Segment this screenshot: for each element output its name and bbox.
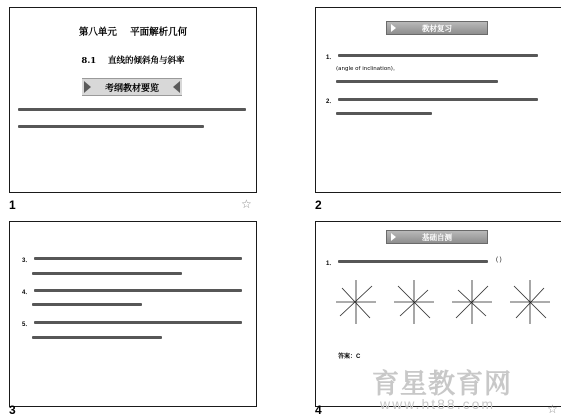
slide-number: 4 xyxy=(315,403,322,417)
slide-thumbnail-1[interactable] xyxy=(9,7,255,217)
option-figure-d xyxy=(510,280,550,324)
slide-3-text-line xyxy=(34,321,242,324)
watermark-logo: 育星教育网 xyxy=(372,369,512,400)
slide-3-text-line xyxy=(32,303,142,306)
slide-number: 1 xyxy=(9,198,16,212)
slide-3-text-line xyxy=(34,257,242,260)
slide-3-text-line xyxy=(34,289,242,292)
item-marker: 2． xyxy=(326,99,336,105)
item-marker: 3． xyxy=(22,258,32,264)
slide-2-text-line xyxy=(338,54,538,57)
slide-thumbnail-2[interactable] xyxy=(315,7,561,217)
slide-3-text-line xyxy=(32,336,162,339)
option-figure-b xyxy=(394,280,434,324)
slide-1-text-line xyxy=(18,108,246,111)
option-figure-c xyxy=(452,280,492,324)
slide-number: 3 xyxy=(9,403,16,417)
star-icon[interactable]: ☆ xyxy=(547,402,558,416)
slide-2-text-line xyxy=(338,98,538,101)
slide-4-text-line xyxy=(338,260,488,263)
slide-1-banner xyxy=(82,78,182,96)
answer-paren: ( ) xyxy=(496,257,502,263)
slide-thumbnail-3[interactable] xyxy=(9,221,255,417)
slide-3-text-line xyxy=(32,272,182,275)
slide-2-banner xyxy=(386,21,488,35)
question-marker: 1． xyxy=(326,261,336,267)
slide-1-subtitle: 8.1 直线的倾斜角与斜率 xyxy=(81,56,185,66)
watermark-url: www.ht88.com xyxy=(380,396,496,412)
slide-1-banner-label: 考纲教材要览 xyxy=(104,84,159,94)
slide-2-text-fragment: (angle of inclination)。 xyxy=(336,66,399,72)
answer-text: 答案：C xyxy=(338,354,361,360)
item-marker: 1． xyxy=(326,55,336,61)
slide-2-text-line xyxy=(336,80,498,83)
option-figures xyxy=(316,272,561,332)
slide-2-canvas[interactable] xyxy=(315,7,561,193)
triangle-left-icon xyxy=(173,81,180,93)
slide-1-canvas[interactable] xyxy=(9,7,257,193)
option-figure-a xyxy=(336,280,376,324)
slide-3-canvas[interactable] xyxy=(9,221,257,407)
star-icon[interactable]: ☆ xyxy=(241,197,252,211)
slide-4-banner-label: 基础自测 xyxy=(422,233,452,242)
slide-number: 2 xyxy=(315,198,322,212)
slide-4-banner xyxy=(386,230,488,244)
slide-2-text-line xyxy=(336,112,432,115)
slide-1-text-line xyxy=(18,125,204,128)
slide-1-title: 第八单元 平面解析几何 xyxy=(78,27,188,38)
item-marker: 5． xyxy=(22,322,32,328)
item-marker: 4． xyxy=(22,290,32,296)
slide-2-banner-label: 教材复习 xyxy=(422,24,452,33)
